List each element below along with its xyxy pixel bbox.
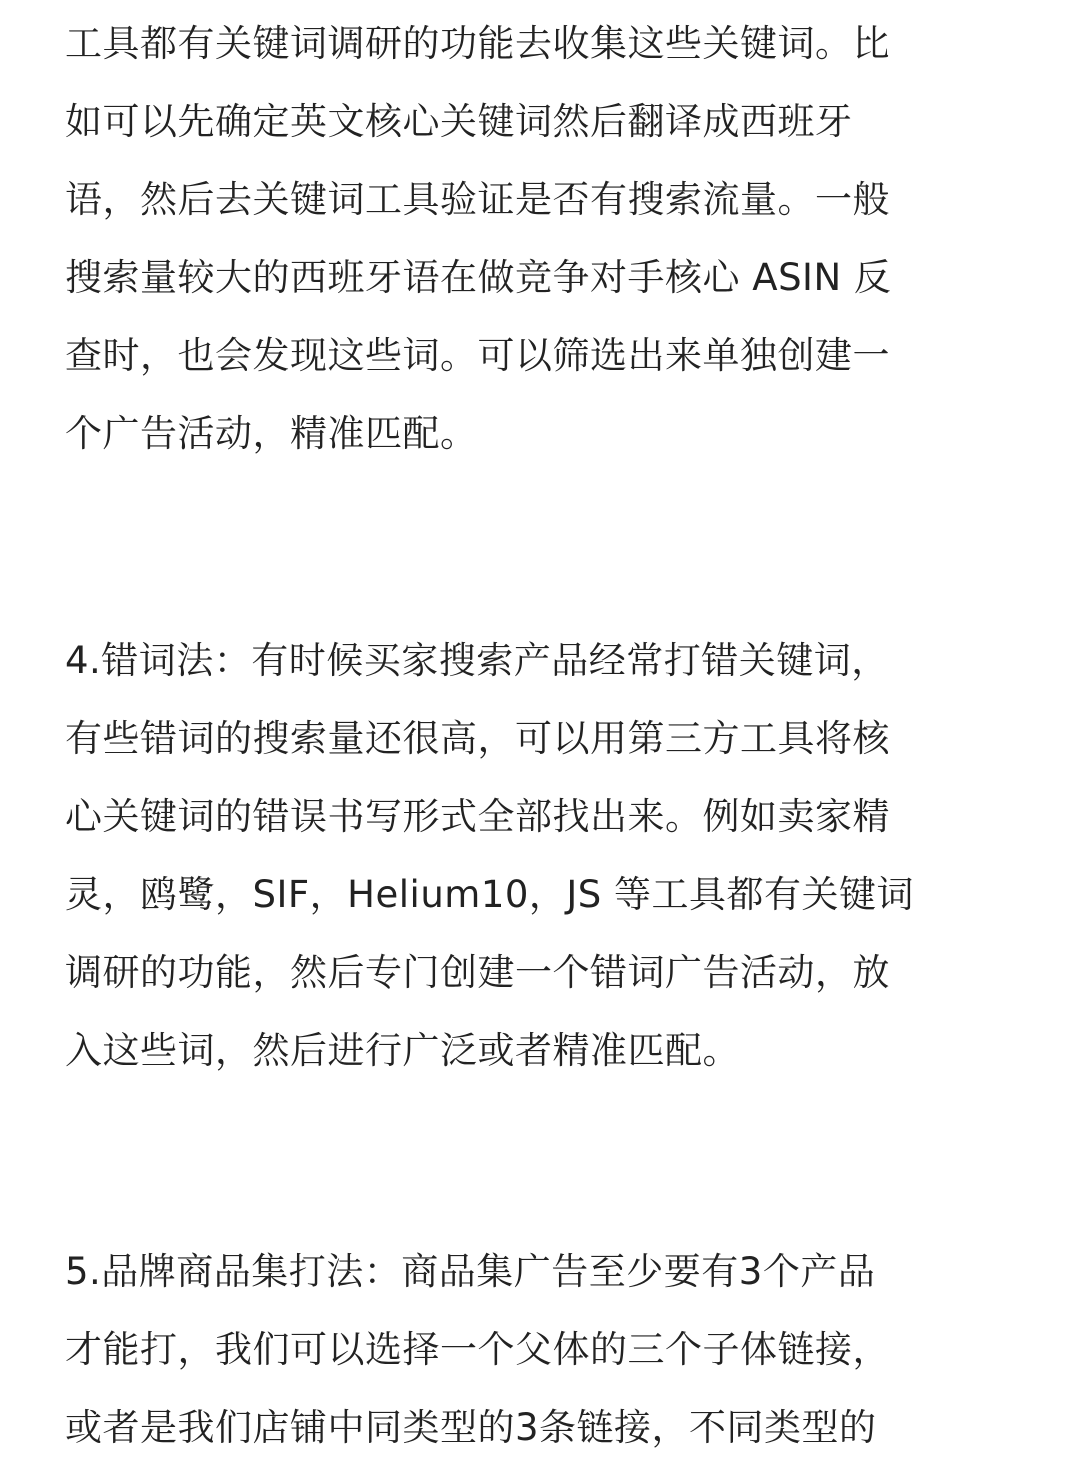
text-line: 才能打，我们可以选择一个父体的三个子体链接，	[65, 1328, 890, 1371]
text-line: 工具都有关键词调研的功能去收集这些关键词。比	[65, 22, 890, 65]
text-line: 调研的功能，然后专门创建一个错词广告活动，放	[65, 951, 890, 994]
text-line: 有些错词的搜索量还很高，可以用第三方工具将核	[65, 717, 890, 760]
paragraph-misspelling-method	[65, 622, 914, 1090]
paragraph-keyword-research-continued	[65, 5, 891, 473]
paragraph-brand-collection-method	[65, 1233, 890, 1467]
text-line: 入这些词，然后进行广泛或者精准匹配。	[65, 1029, 740, 1072]
text-line: 心关键词的错误书写形式全部找出来。例如卖家精	[65, 795, 890, 838]
text-line: 或者是我们店铺中同类型的3条链接，不同类型的	[65, 1406, 877, 1449]
text-line: 查时，也会发现这些词。可以筛选出来单独创建一	[65, 334, 890, 377]
text-line: 如可以先确定英文核心关键词然后翻译成西班牙	[65, 100, 853, 143]
text-line: 5.品牌商品集打法：商品集广告至少要有3个产品	[65, 1250, 876, 1293]
text-line: 个广告活动，精准匹配。	[65, 412, 478, 455]
text-line: 灵，鸥鹭，SIF，Helium10，JS 等工具都有关键词	[65, 873, 915, 916]
text-line: 4.错词法：有时候买家搜索产品经常打错关键词，	[65, 639, 889, 682]
text-line: 语，然后去关键词工具验证是否有搜索流量。一般	[65, 178, 890, 221]
text-line: 搜索量较大的西班牙语在做竞争对手核心 ASIN 反	[65, 256, 892, 299]
